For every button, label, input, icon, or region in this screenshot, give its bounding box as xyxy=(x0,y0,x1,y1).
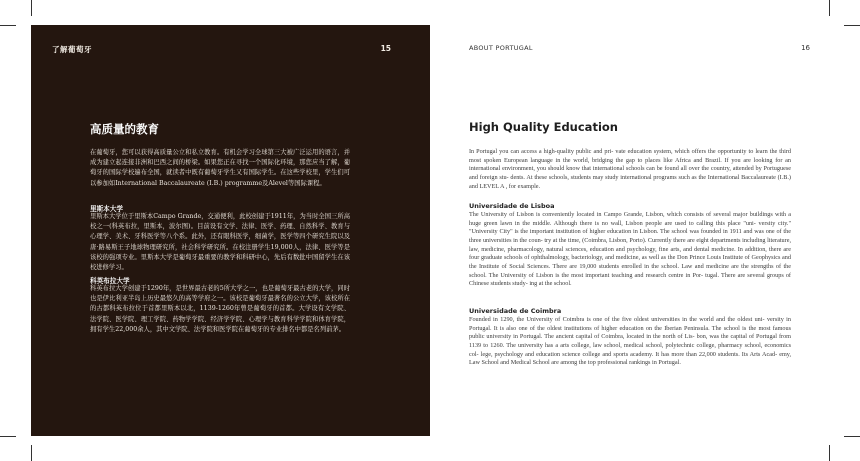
section-heading-lisboa: Universidade de Lisboa xyxy=(469,202,555,210)
right-page-english xyxy=(430,25,829,436)
section-body-coimbra: 科英布拉大学创建于1290年，是世界最古老的5所大学之一，也是葡萄牙最古老的大学，同时也是伊比利亚半岛上历史最悠久的高等学府之一。该校是葡萄牙最著名的公立大学，该校所在的古都科英布拉位于首都里斯本以北，1139-1260年曾是葡萄牙的首都。大学设有文学院、法学院、医学院、理工学院、药物学学院、经济学学院、心理学与教育科学学院和体育学院，拥有学生22,000余人，其中文学院、法学院和医学院在葡萄牙的专业排名中都是名列前茅。 xyxy=(90,285,350,333)
page-number: 15 xyxy=(380,44,391,53)
page-number: 16 xyxy=(801,44,810,52)
crop-mark xyxy=(844,436,860,437)
section-body-coimbra: Founded in 1290, the University of Coimbra is one of the five oldest universities in the world and the oldest uni- versity in Portugal. It is also one of the oldest institutions of higher education on the Iberian Peninsula. The school is the most famous public university in Portugal. The ancient capital of Coimbra, located in the north of Lis- bon, was the capital of Portugal from 1139 to 1260. The university has a arts college, law school, medical school, polytechnic college, pharmacy school, economics col- lege, psychology and education science college and sports academy. It has more than 22,000 students. Its Arts Acad- emy, Law School and Medical School are among the top professional rankings in Portugal. xyxy=(469,316,791,367)
section-body-lisboa: The University of Lisbon is conveniently located in Campo Grande, Lisbon, which consists of several major buildings with a huge green lawn in the middle. Although there is no wall, Lisbon people are used to calling this place "uni- versity city." "University City" is the important institution of higher education in Lisbon. The school was founded in 1911 and was one of the three universities in the coun- try at the time, (Coimbra, Lisbon, Porto). Currently there are eight departments including literature, law, medicine, pharmacology, natural sciences, education and psychology, fine arts, and dental medicine. In addition, there are four graduate schools of ophthalmology, bacteriology, and medicine, as well as the Don Prince Louis Institute of Geophysics and the Institute of Social Sciences. There are 19,000 students enrolled in the school. Law and medicine are the strengths of the school. The University of Lisbon is the most important teaching and research centre in Por- tugal. There are several groups of Chinese students study- ing at the school. xyxy=(469,211,791,288)
page-title: 高质量的教育 xyxy=(90,122,159,136)
running-header: ABOUT PORTUGAL xyxy=(469,44,533,52)
section-heading-coimbra: 科英布拉大学 xyxy=(90,277,130,285)
crop-mark xyxy=(0,436,16,437)
running-header: 了解葡萄牙 xyxy=(52,45,92,54)
section-body-lisboa: 里斯本大学位于里斯本Campo Grande，交通便利，此校创建于1911年，为当时全国三所高校之一(科英布拉，里斯本，波尔图)。目前设有文学、法律、医学、药理、自然科学、教育与心理学、美术、牙科医学等八个系。此外，还有眼科医学，细菌学，医学等四个研究生院以及唐·路易斯王子地球物理研究所，社会科学研究所。在校注册学生19,000人，法律、医学等是该校的强项专业。里斯本大学是葡萄牙最重要的教学和科研中心，先后有数批中国留学生在该校进修学习。 xyxy=(90,213,350,272)
section-heading-coimbra: Universidade de Coimbra xyxy=(469,307,562,315)
crop-mark xyxy=(829,0,830,16)
crop-mark xyxy=(31,445,32,461)
crop-mark xyxy=(31,0,32,16)
crop-mark xyxy=(829,445,830,461)
left-page-chinese xyxy=(31,25,430,436)
intro-paragraph: In Portugal you can access a high-quality public and pri- vate education system, which offers the opportunity to learn the third most spoken European language in the world, bridging the gap to places like Africa and Brazil. If you are looking for an international environment, you should know that international schools can be found all over the country, attended by Portuguese and foreign stu- dents. At these schools, students may study international programs such as the International Baccalaureate (I.B.) and LEVEL A , for example. xyxy=(469,148,791,190)
section-heading-lisboa: 里斯本大学 xyxy=(90,205,123,213)
page-title: High Quality Education xyxy=(469,120,618,134)
crop-mark xyxy=(0,25,16,26)
crop-mark xyxy=(844,25,860,26)
intro-paragraph: 在葡萄牙，您可以获得高质量公立和私立教育。有机会学习全球第三大被广泛运用的语言，并成为建立起连接非洲和巴西之间的桥梁。如果您正在寻找一个国际化环境，那您应当了解，葡萄牙的国际学校遍布全国，就读者中既有葡萄牙学生又有国际学生。在这些学校里，学生们可以参加如International Baccalaureate (I.B.) programme及Alevel等国际课程。 xyxy=(90,149,350,187)
